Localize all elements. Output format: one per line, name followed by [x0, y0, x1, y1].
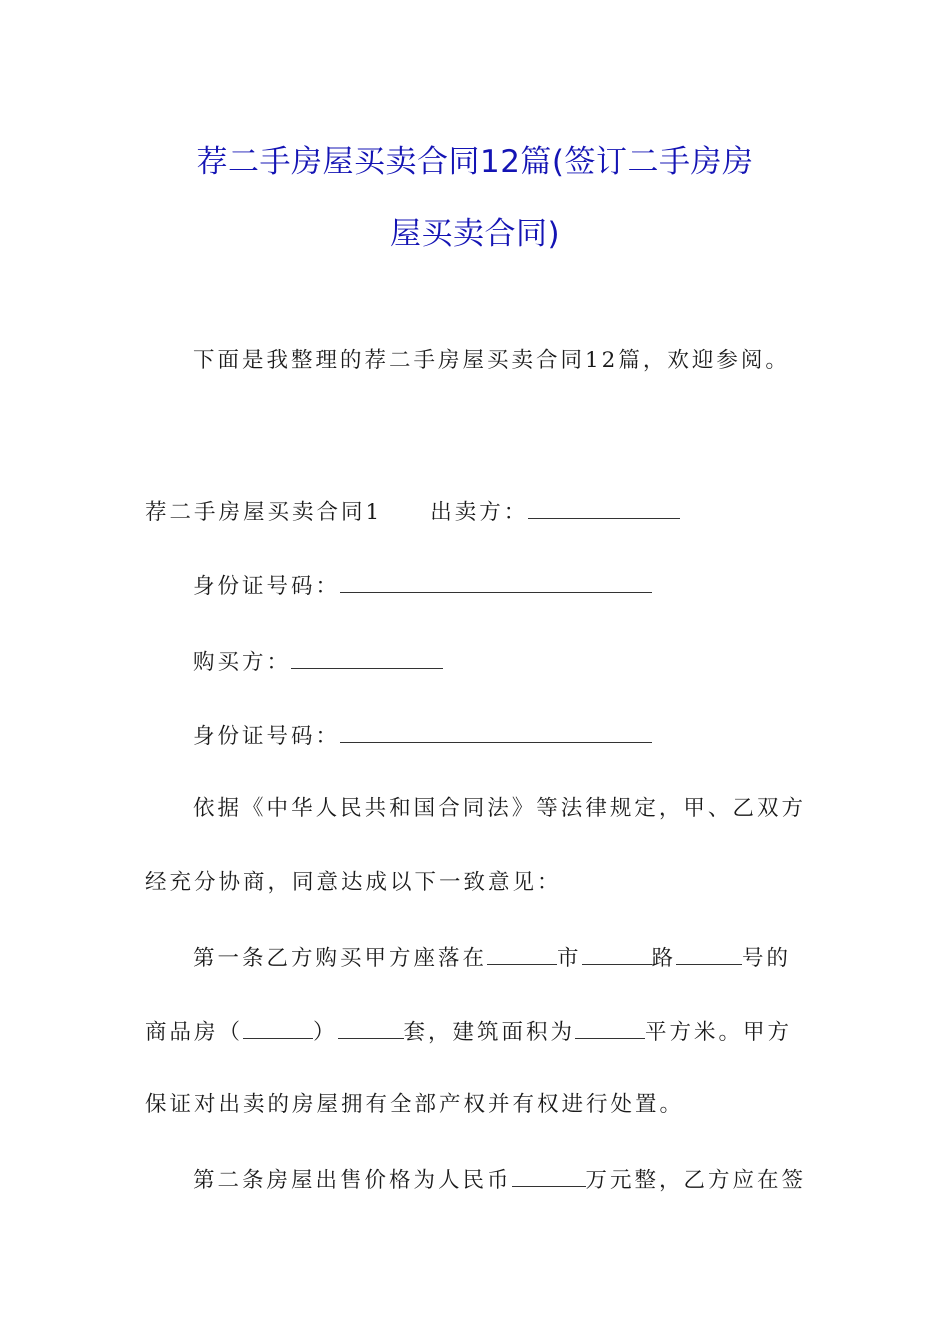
- document-title-line-1: 荐二手房屋买卖合同12篇(签订二手房房: [196, 144, 754, 180]
- unit-count-blank: [338, 1020, 404, 1039]
- article-1-text-4: 号的: [742, 946, 792, 971]
- buyer-id-blank: [340, 724, 652, 743]
- article-1-text-8: 平方米。甲方: [645, 1020, 793, 1045]
- road-blank: [582, 946, 652, 965]
- document-title-line-2: 屋买卖合同): [389, 216, 561, 252]
- article-1-text-6: ）: [313, 1020, 338, 1045]
- seller-id-blank: [340, 574, 652, 593]
- article-1-line-3: 保证对出卖的房屋拥有全部产权并有权进行处置。: [145, 1092, 685, 1117]
- article-2-text-1: 第二条房屋出售价格为人民币: [193, 1168, 512, 1193]
- article-1-text-7: 套，建筑面积为: [403, 1020, 576, 1045]
- intro-paragraph: 下面是我整理的荐二手房屋买卖合同12篇，欢迎参阅。: [193, 348, 790, 373]
- seller-id-line: [193, 574, 652, 598]
- price-blank: [512, 1168, 586, 1187]
- buyer-id-line: [193, 724, 652, 748]
- article-1-text-3: 路: [651, 946, 677, 971]
- preamble-line-1: 依据《中华人民共和国合同法》等法律规定，甲、乙双方: [193, 796, 803, 821]
- buyer-id-label: 身份证号码：: [193, 724, 341, 749]
- area-blank: [575, 1020, 645, 1039]
- house-type-blank: [243, 1020, 313, 1039]
- number-blank: [676, 946, 742, 965]
- article-1-text-2: 市: [557, 946, 582, 971]
- preamble-line-2: 经充分协商，同意达成以下一致意见：: [145, 870, 562, 895]
- seller-blank: [528, 500, 680, 519]
- article-2-line-1: [193, 1168, 806, 1192]
- contract-1-header: [145, 500, 680, 524]
- buyer-label: 购买方：: [193, 650, 292, 675]
- city-blank: [487, 946, 557, 965]
- article-1-text-5: 商品房（: [145, 1020, 244, 1045]
- contract-1-heading: 荐二手房屋买卖合同1: [145, 500, 383, 525]
- article-1-line-1: [193, 946, 791, 970]
- buyer-blank: [291, 650, 443, 669]
- article-1-text-1: 第一条乙方购买甲方座落在: [193, 946, 488, 971]
- seller-id-label: 身份证号码：: [193, 574, 341, 599]
- buyer-line: [193, 650, 443, 674]
- article-1-line-2: [145, 1020, 792, 1044]
- article-2-text-2: 万元整，乙方应在签: [585, 1168, 807, 1193]
- seller-label: 出卖方：: [430, 500, 529, 525]
